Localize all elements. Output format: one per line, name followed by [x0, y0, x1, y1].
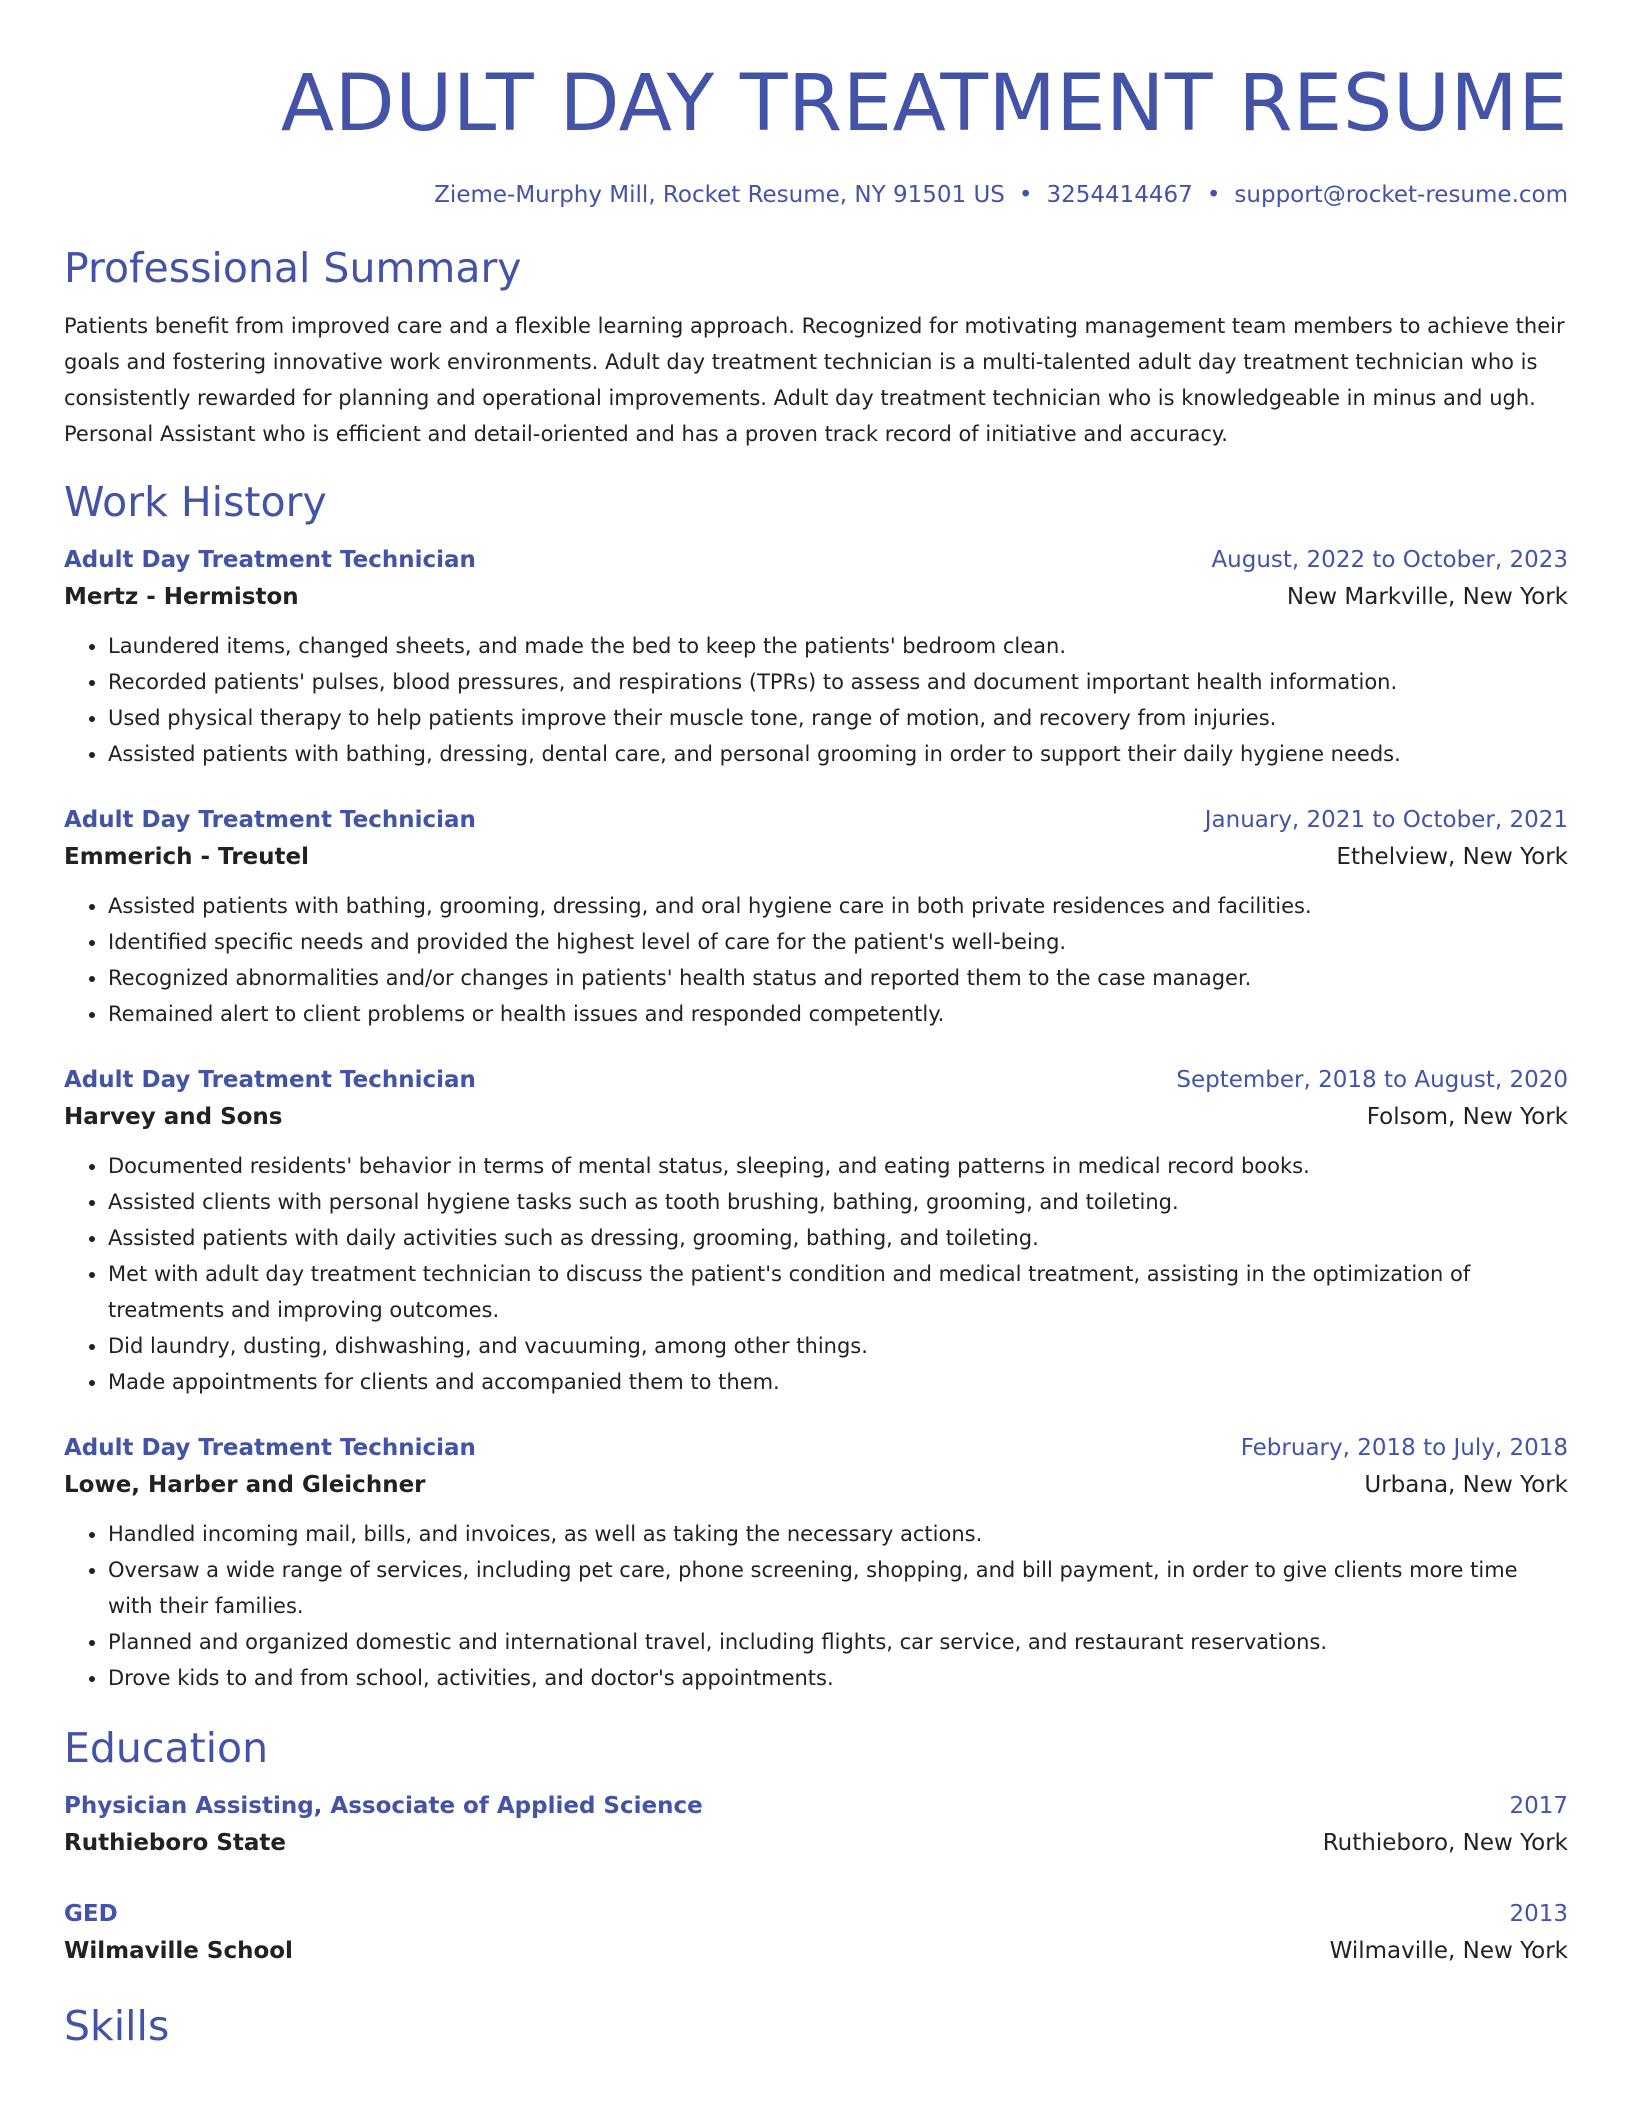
job-dates: February, 2018 to July, 2018	[1240, 1435, 1568, 1461]
job-bullet: • Planned and organized domestic and international travel, including flights, car service, and restaurant reservations.	[108, 1624, 1568, 1660]
job-company: Lowe, Harber and Gleichner	[64, 1472, 426, 1498]
contact-separator: •	[1018, 182, 1033, 208]
education-year: 2017	[1509, 1793, 1568, 1819]
skills-heading: Skills	[64, 2002, 170, 2050]
job-bullet: • Used physical therapy to help patients improve their muscle tone, range of motion, and recovery from injuries.	[108, 700, 1568, 736]
job-entry	[64, 802, 1568, 1032]
education-degree: GED	[64, 1901, 118, 1927]
job-bullets	[64, 628, 1568, 772]
job-bullet: • Laundered items, changed sheets, and made the bed to keep the patients' bedroom clean.	[108, 628, 1568, 664]
job-bullet: • Assisted clients with personal hygiene tasks such as tooth brushing, bathing, grooming, and toileting.	[108, 1184, 1568, 1220]
education-school: Wilmaville School	[64, 1938, 293, 1964]
job-location: Folsom, New York	[1366, 1104, 1568, 1130]
job-bullet: • Made appointments for clients and accompanied them to them.	[108, 1364, 1568, 1400]
contact-line	[64, 180, 1568, 210]
job-role: Adult Day Treatment Technician	[64, 807, 476, 833]
job-bullet: • Oversaw a wide range of services, including pet care, phone screening, shopping, and bill payment, in order to give clients more time with their families.	[108, 1552, 1568, 1624]
contact-address: Zieme-Murphy Mill, Rocket Resume, NY 91501 US	[434, 182, 1005, 208]
summary-text: Patients benefit from improved care and a flexible learning approach. Recognized for motivating management team members to achieve their goals and fostering innovative work environments. Adult day treatment technician is a multi-talented adult day treatment technician who is consistently rewarded for planning and operational improvements. Adult day treatment technician who is knowledgeable in minus and ugh. Personal Assistant who is efficient and detail-oriented and has a proven track record of initiative and accuracy.	[64, 314, 1565, 446]
education-entry	[64, 1788, 1568, 1862]
work-history-heading: Work History	[64, 478, 327, 526]
job-bullets	[64, 1516, 1568, 1696]
job-company: Mertz - Hermiston	[64, 584, 299, 610]
job-location: Ethelview, New York	[1336, 844, 1568, 870]
job-dates: September, 2018 to August, 2020	[1176, 1067, 1568, 1093]
job-bullets	[64, 888, 1568, 1032]
education-degree: Physician Assisting, Associate of Applied Science	[64, 1793, 703, 1819]
education-heading: Education	[64, 1724, 269, 1772]
job-company: Emmerich - Treutel	[64, 844, 309, 870]
contact-phone: 3254414467	[1046, 182, 1193, 208]
job-role: Adult Day Treatment Technician	[64, 1435, 476, 1461]
education-school: Ruthieboro State	[64, 1830, 287, 1856]
job-bullet: • Met with adult day treatment technician to discuss the patient's condition and medical treatment, assisting in the optimization of treatments and improving outcomes.	[108, 1256, 1568, 1328]
job-bullet: • Assisted patients with bathing, dressing, dental care, and personal grooming in order to support their daily hygiene needs.	[108, 736, 1568, 772]
job-bullet: • Documented residents' behavior in terms of mental status, sleeping, and eating patterns in medical record books.	[108, 1148, 1568, 1184]
job-bullet: • Assisted patients with bathing, grooming, dressing, and oral hygiene care in both private residences and facilities.	[108, 888, 1568, 924]
job-bullet: • Assisted patients with daily activities such as dressing, grooming, bathing, and toileting.	[108, 1220, 1568, 1256]
job-role: Adult Day Treatment Technician	[64, 1067, 476, 1093]
job-company: Harvey and Sons	[64, 1104, 283, 1130]
job-bullet: • Recognized abnormalities and/or changes in patients' health status and reported them to the case manager.	[108, 960, 1568, 996]
job-bullets	[64, 1148, 1568, 1400]
summary-heading: Professional Summary	[64, 244, 522, 292]
education-entry	[64, 1896, 1568, 1970]
resume-page	[64, 0, 1568, 2052]
job-bullet: • Did laundry, dusting, dishwashing, and vacuuming, among other things.	[108, 1328, 1568, 1364]
job-bullet: • Recorded patients' pulses, blood pressures, and respirations (TPRs) to assess and document important health information.	[108, 664, 1568, 700]
job-bullet: • Handled incoming mail, bills, and invoices, as well as taking the necessary actions.	[108, 1516, 1568, 1552]
job-entry	[64, 1430, 1568, 1696]
job-entry	[64, 542, 1568, 772]
job-location: Urbana, New York	[1364, 1472, 1568, 1498]
resume-title: ADULT DAY TREATMENT RESUME	[280, 59, 1568, 149]
job-bullet: • Identified specific needs and provided the highest level of care for the patient's well-being.	[108, 924, 1568, 960]
job-dates: August, 2022 to October, 2023	[1211, 547, 1568, 573]
job-entry	[64, 1062, 1568, 1400]
education-year: 2013	[1509, 1901, 1568, 1927]
job-bullet: • Remained alert to client problems or health issues and responded competently.	[108, 996, 1568, 1032]
contact-separator: •	[1206, 182, 1221, 208]
education-location: Wilmaville, New York	[1329, 1938, 1568, 1964]
job-location: New Markville, New York	[1286, 584, 1568, 610]
education-location: Ruthieboro, New York	[1322, 1830, 1568, 1856]
job-dates: January, 2021 to October, 2021	[1204, 807, 1568, 833]
contact-email: support@rocket-resume.com	[1234, 182, 1568, 208]
job-role: Adult Day Treatment Technician	[64, 547, 476, 573]
job-bullet: • Drove kids to and from school, activities, and doctor's appointments.	[108, 1660, 1568, 1696]
